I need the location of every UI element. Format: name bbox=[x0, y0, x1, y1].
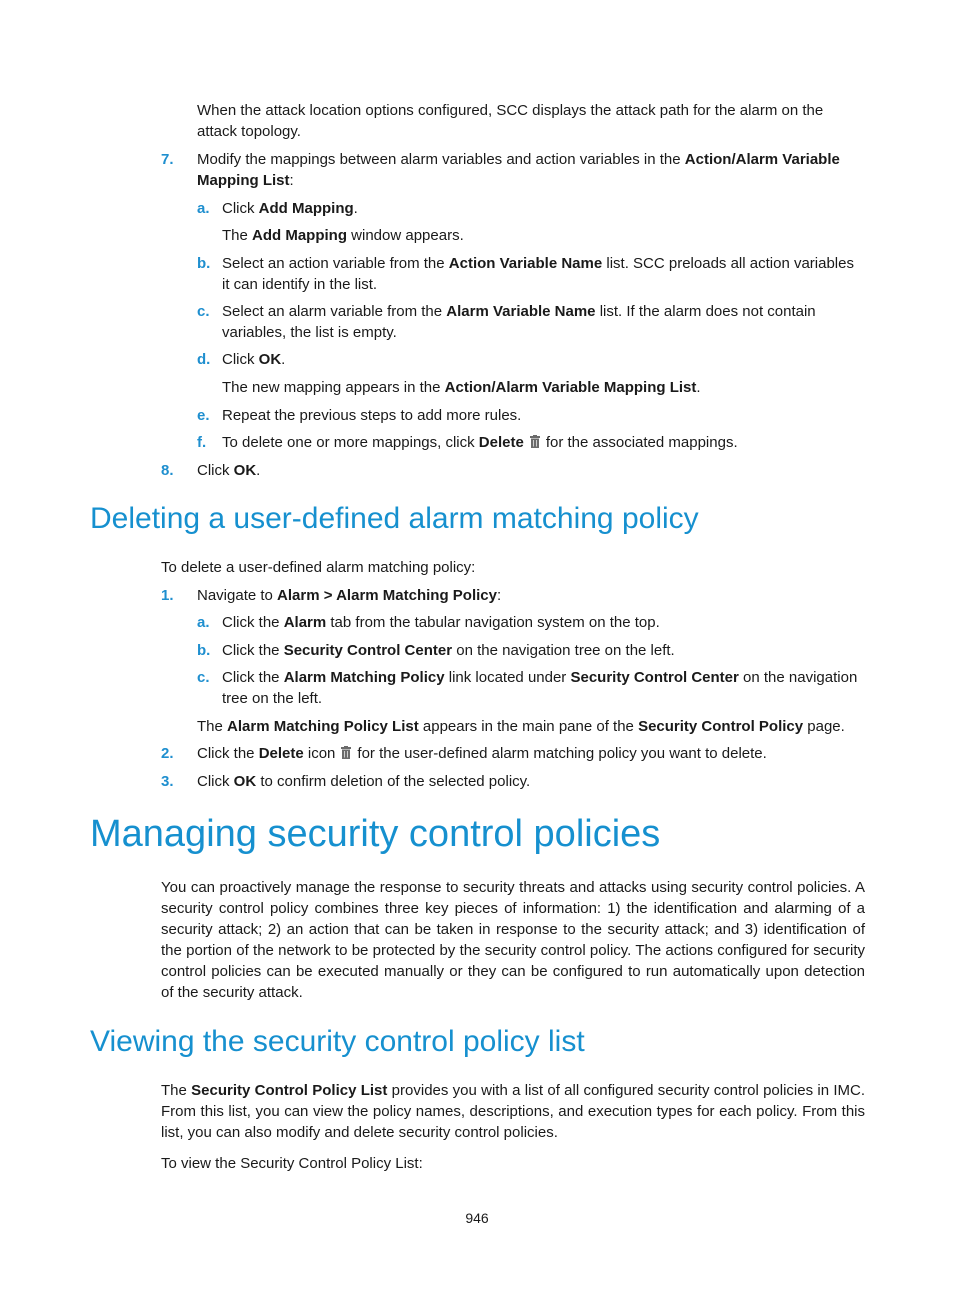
substep-label: a. bbox=[197, 200, 210, 217]
trash-icon bbox=[530, 435, 540, 448]
del-substep-c: Click the Alarm Matching Policy link located under Security Control Center on the navigation tree on the left. bbox=[222, 669, 858, 707]
del-step-1-note: The Alarm Matching Policy List appears in the main pane of the Security Control Policy page. bbox=[197, 718, 845, 735]
step-number: 1. bbox=[161, 587, 174, 604]
substep-label: e. bbox=[197, 407, 210, 424]
substep-7a: Click Add Mapping. bbox=[222, 200, 358, 217]
substep-label: f. bbox=[197, 434, 207, 451]
step-number: 8. bbox=[161, 462, 174, 479]
del-step-1: Navigate to Alarm > Alarm Matching Policy: bbox=[197, 587, 502, 604]
del-step-3: Click OK to confirm deletion of the selected policy. bbox=[197, 773, 531, 790]
del-substep-b: Click the Security Control Center on the navigation tree on the left. bbox=[222, 642, 675, 659]
substep-7f: To delete one or more mappings, click Delete for the associated mappings. bbox=[222, 434, 738, 451]
trash-icon bbox=[341, 746, 351, 759]
substep-label: a. bbox=[197, 614, 210, 631]
substep-label: d. bbox=[197, 351, 211, 368]
substep-7a-note: The Add Mapping window appears. bbox=[222, 227, 464, 244]
substep-7d-note: The new mapping appears in the Action/Alarm Variable Mapping List. bbox=[222, 379, 701, 396]
substep-label: b. bbox=[197, 255, 211, 272]
del-step-2: Click the Delete icon for the user-defined alarm matching policy you want to delete. bbox=[197, 745, 767, 762]
step-number: 7. bbox=[161, 151, 174, 168]
substep-label: c. bbox=[197, 303, 210, 320]
step-number: 3. bbox=[161, 773, 174, 790]
manage-paragraph: You can proactively manage the response to security threats and attacks using security control policies. A security control policy combines three key pieces of information: 1) the identification and alarming of a security attack; 2) an action that can be taken in response to the security attack; and 3) identification of the portion of the network to be protected by the security control policy. The actions configured for security control policies can be executed manually or they can be configured to run automatically upon detection of the security attack. bbox=[161, 879, 865, 1001]
step-number: 2. bbox=[161, 745, 174, 762]
step-7-text: Modify the mappings between alarm variables and action variables in the Action/Alarm Variable Mapping List: bbox=[197, 151, 840, 189]
intro-paragraph: When the attack location options configured, SCC displays the attack path for the alarm on the attack topology. bbox=[197, 102, 824, 140]
page-number: 946 bbox=[465, 1210, 489, 1226]
substep-label: c. bbox=[197, 669, 210, 686]
substep-7b: Select an action variable from the Action Variable Name list. SCC preloads all action variables it can identify in the list. bbox=[222, 255, 854, 293]
view-paragraph: The Security Control Policy List provides you with a list of all configured security control policies in IMC. From this list, you can view the policy names, descriptions, and execution types for each policy. From this list, you can also modify and delete security control policies. bbox=[161, 1082, 866, 1141]
chapter-heading: Managing security control policies bbox=[90, 813, 661, 855]
view-intro: To view the Security Control Policy List: bbox=[161, 1155, 423, 1172]
step-8-text: Click OK. bbox=[197, 462, 261, 479]
section-heading: Viewing the security control policy list bbox=[90, 1025, 585, 1058]
del-substep-a: Click the Alarm tab from the tabular navigation system on the top. bbox=[222, 614, 660, 631]
substep-7c: Select an alarm variable from the Alarm Variable Name list. If the alarm does not contain variables, the list is empty. bbox=[222, 303, 816, 341]
delete-intro: To delete a user-defined alarm matching policy: bbox=[161, 559, 476, 576]
substep-7e: Repeat the previous steps to add more rules. bbox=[222, 407, 522, 424]
section-heading: Deleting a user-defined alarm matching policy bbox=[90, 502, 699, 535]
substep-label: b. bbox=[197, 642, 211, 659]
substep-7d: Click OK. bbox=[222, 351, 286, 368]
